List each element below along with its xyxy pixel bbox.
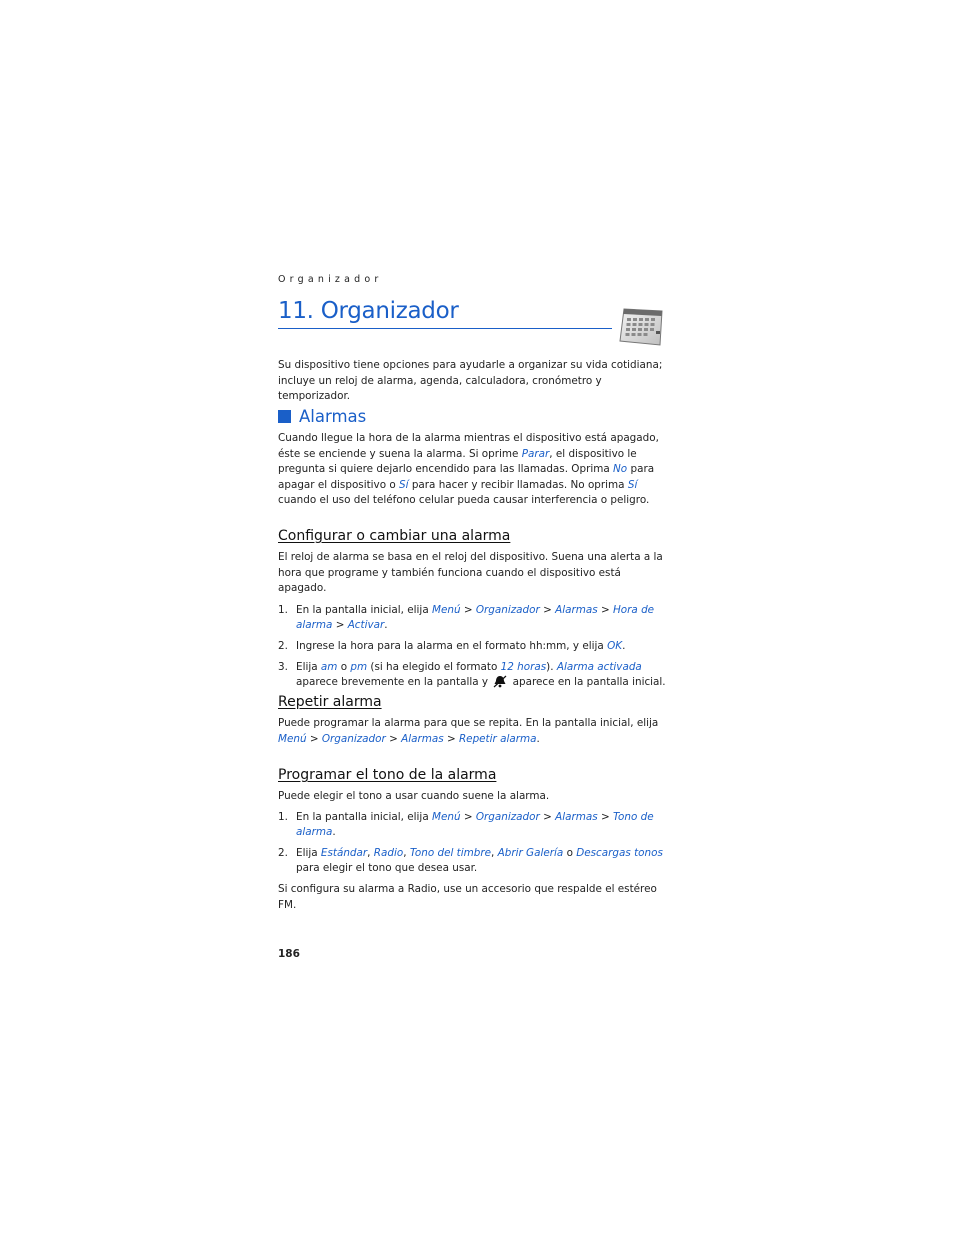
text: (si ha elegido el formato	[367, 660, 501, 673]
step-number: 3.	[278, 660, 288, 673]
running-header: Organizador	[278, 274, 383, 285]
step-number: 1.	[278, 810, 288, 823]
organizador-link[interactable]: Organizador	[475, 603, 540, 616]
activar-link[interactable]: Activar	[347, 619, 385, 632]
section-title: Alarmas	[299, 407, 367, 426]
organizador-link[interactable]: Organizador	[321, 732, 386, 745]
alarma-activada-link[interactable]: Alarma activada	[556, 660, 642, 673]
step-number: 2.	[278, 846, 288, 859]
subheading-repetir: Repetir alarma	[278, 694, 382, 710]
hora-de-alarma-link[interactable]: Hora de alarma	[296, 603, 655, 632]
tono-paragraph: Puede elegir el tono a usar cuando suene la alarma.	[278, 790, 550, 802]
12-horas-link[interactable]: 12 horas	[500, 660, 547, 673]
chapter-title: 11. Organizador	[278, 298, 459, 324]
list-item: 2. Elija Estándar, Radio, Tono del timbre, Abrir Galería o Descargas tonos para elegir el tono que desea usar.	[278, 846, 663, 875]
intro-block	[278, 358, 668, 405]
text: ).	[546, 660, 557, 673]
pm-link[interactable]: pm	[350, 660, 368, 673]
step-number: 2.	[278, 639, 288, 652]
parar-link[interactable]: Parar	[521, 447, 550, 460]
no-link[interactable]: No	[613, 463, 628, 476]
am-link[interactable]: am	[320, 660, 338, 673]
text: para elegir el tono que desea usar.	[296, 862, 478, 875]
repetir-alarma-link[interactable]: Repetir alarma	[458, 732, 537, 745]
text: para apagar el dispositivo o	[278, 463, 655, 491]
tono-final-paragraph: Si configura su alarma a Radio, use un accesorio que respalde el estéreo FM.	[278, 882, 657, 911]
si-link[interactable]: Sí	[399, 478, 409, 491]
section-heading-alarmas	[278, 407, 668, 426]
descargas-tonos-link[interactable]: Descargas tonos	[576, 846, 663, 859]
text: Puede programar la alarma para que se repita. En la pantalla inicial, elija	[278, 717, 659, 729]
step-number: 1.	[278, 603, 288, 616]
list-item: 1. En la pantalla inicial, elija Menú > Organizador > Alarmas > Hora de alarma > Activar.	[278, 603, 655, 632]
menu-link[interactable]: Menú	[432, 810, 461, 823]
organizador-link[interactable]: Organizador	[475, 810, 540, 823]
list-item: 2. Ingrese la hora para la alarma en el formato hh:mm, y elija OK.	[278, 639, 668, 655]
configurar-section	[278, 528, 668, 696]
alarm-bell-icon	[493, 675, 507, 688]
subheading-configurar: Configurar o cambiar una alarma	[278, 528, 511, 544]
text: En la pantalla inicial, elija	[296, 810, 432, 823]
list-item	[278, 660, 668, 691]
text: aparece brevemente en la pantalla y	[296, 676, 492, 689]
abrir-galeria-link[interactable]: Abrir Galería	[497, 846, 564, 859]
text: , el dispositivo le pregunta si quiere dejarlo encendido para las llamadas. Oprima	[278, 447, 637, 476]
alarmas-paragraph	[278, 431, 668, 509]
menu-link[interactable]: Menú	[432, 603, 461, 616]
text: Cuando llegue la hora de la alarma mientras el dispositivo está apagado, éste se enciende y suena la alarma. Si oprime	[278, 432, 659, 460]
repetir-section	[278, 694, 668, 747]
subheading-tono: Programar el tono de la alarma	[278, 767, 497, 783]
tono-del-timbre-link[interactable]: Tono del timbre	[409, 846, 491, 859]
intro-paragraph: Su dispositivo tiene opciones para ayudarle a organizar su vida cotidiana; incluye un reloj de alarma, agenda, calculadora, cronómetro y temporizador.	[278, 359, 663, 403]
estandar-link[interactable]: Estándar	[320, 846, 368, 859]
alarmas-section	[278, 407, 668, 509]
configurar-paragraph: El reloj de alarma se basa en el reloj del dispositivo. Suena una alerta a la hora que programe y también funciona cuando el dispositivo está apagado.	[278, 551, 663, 595]
alarmas-link[interactable]: Alarmas	[555, 810, 598, 823]
text: Ingrese la hora para la alarma en el formato hh:mm, y elija	[296, 639, 608, 652]
calendar-icon	[618, 307, 666, 347]
menu-link[interactable]: Menú	[278, 732, 307, 745]
chapter-heading	[278, 296, 612, 329]
text: Elija	[296, 846, 321, 859]
radio-link[interactable]: Radio	[373, 846, 404, 859]
tono-steps	[278, 810, 668, 877]
alarmas-link[interactable]: Alarmas	[401, 732, 444, 745]
text: para hacer y recibir llamadas. No oprima	[408, 478, 628, 491]
text: cuando el uso del teléfono celular pueda causar interferencia o peligro.	[278, 494, 650, 507]
text: o	[563, 846, 577, 859]
configurar-steps	[278, 603, 668, 691]
list-item: 1. En la pantalla inicial, elija Menú > Organizador > Alarmas > Tono de alarma.	[278, 810, 654, 839]
si-link-2[interactable]: Sí	[627, 478, 638, 491]
text: aparece en la pantalla inicial.	[509, 676, 666, 689]
page-number: 186	[278, 948, 300, 960]
section-square-icon	[278, 410, 291, 423]
alarmas-link[interactable]: Alarmas	[555, 603, 598, 616]
text: Elija	[296, 660, 321, 673]
text: En la pantalla inicial, elija	[296, 603, 432, 616]
ok-link[interactable]: OK	[607, 639, 623, 652]
text: o	[337, 660, 351, 673]
tono-de-alarma-link[interactable]: Tono de alarma	[296, 810, 654, 839]
repetir-paragraph: Puede programar la alarma para que se repita. En la pantalla inicial, elija Menú > Organizador > Alarmas > Repetir alarma.	[278, 717, 659, 745]
tono-section	[278, 767, 668, 913]
